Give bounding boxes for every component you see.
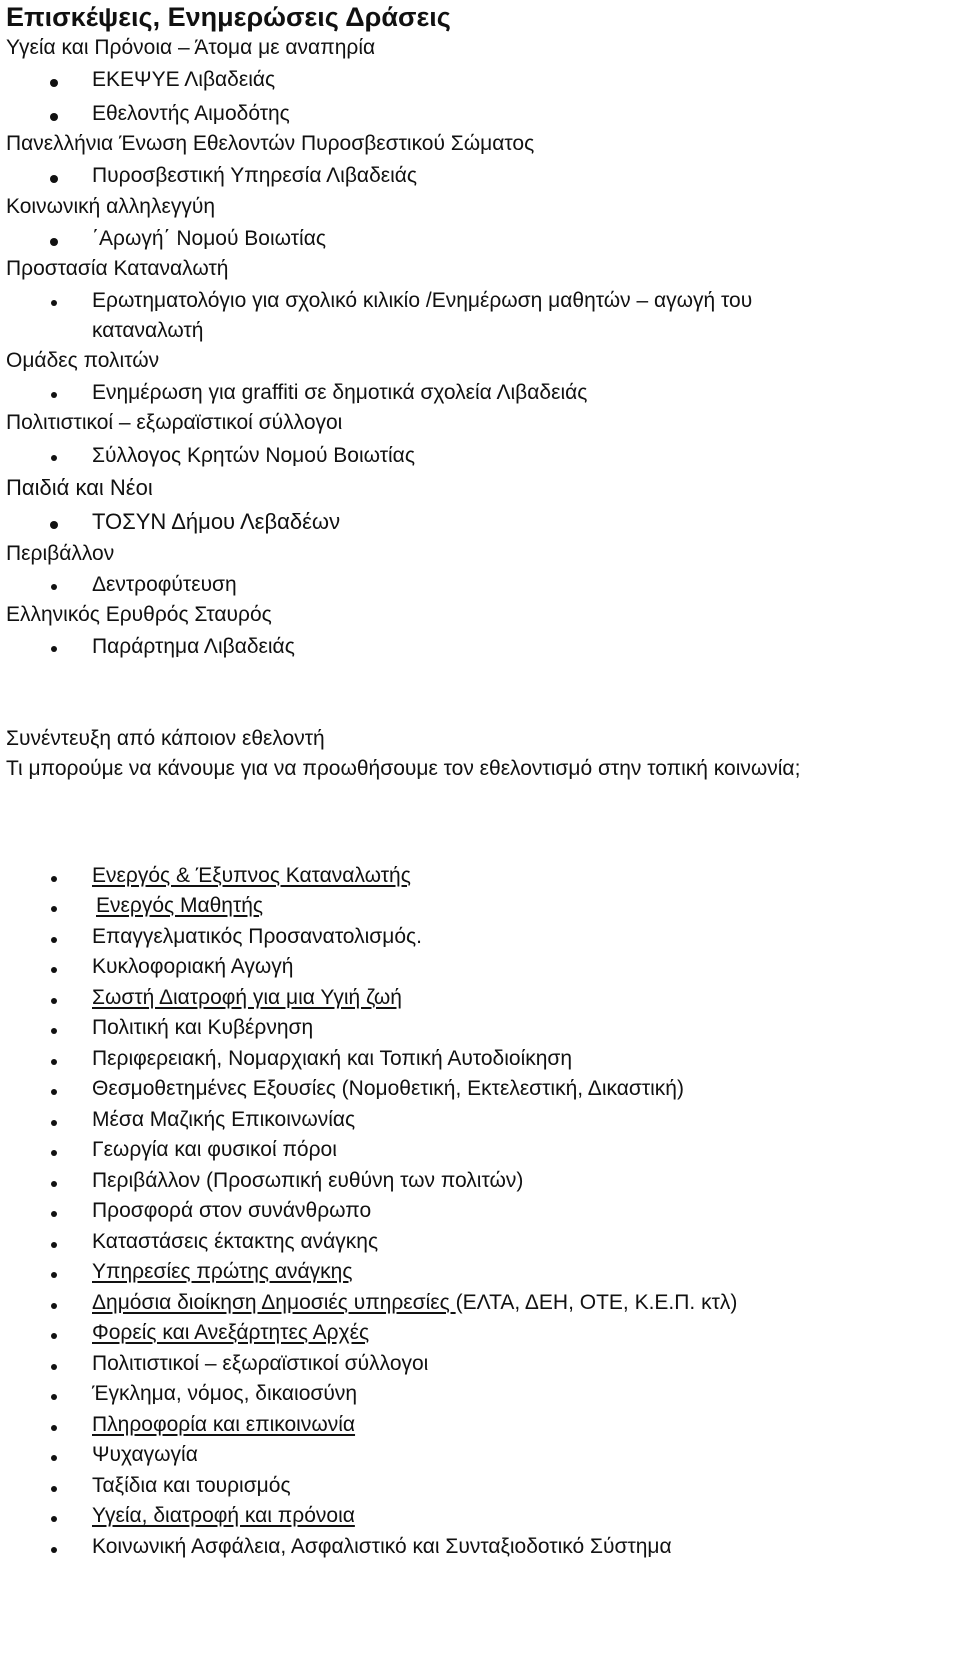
topic-item: Κυκλοφοριακή Αγωγή bbox=[92, 955, 294, 978]
bullet-icon bbox=[51, 1516, 57, 1522]
bullet-icon bbox=[51, 1089, 57, 1095]
bullet-icon bbox=[51, 1364, 57, 1370]
category-heading: Περιβάλλον bbox=[6, 542, 115, 565]
list-item: ΤΟΣΥΝ Δήμου Λεβαδέων bbox=[92, 509, 341, 534]
bullet-icon bbox=[51, 876, 57, 882]
bullet-icon bbox=[51, 300, 57, 306]
bullet-icon bbox=[51, 1120, 57, 1126]
interview-heading: Συνέντευξη από κάποιον εθελοντή bbox=[6, 727, 325, 750]
category-heading: Κοινωνική αλληλεγγύη bbox=[6, 195, 216, 218]
list-item-continuation: καταναλωτή bbox=[92, 319, 204, 342]
topic-link[interactable]: Φορείς και Ανεξάρτητες Αρχές bbox=[92, 1321, 370, 1344]
list-item: Ερωτηματολόγιο για σχολικό κιλικίο /Ενημέρωση μαθητών – αγωγή του bbox=[92, 289, 753, 312]
topic-link[interactable]: Υγεία, διατροφή και πρόνοια bbox=[92, 1504, 355, 1527]
category-heading: Προστασία Καταναλωτή bbox=[6, 257, 229, 280]
list-item: Πυροσβεστική Υπηρεσία Λιβαδειάς bbox=[92, 164, 418, 187]
bullet-icon bbox=[51, 1394, 57, 1400]
topic-item: Ψυχαγωγία bbox=[92, 1443, 198, 1466]
list-item: Παράρτημα Λιβαδειάς bbox=[92, 635, 295, 658]
topic-item: Μέσα Μαζικής Επικοινωνίας bbox=[92, 1108, 356, 1131]
list-item: Ενημέρωση για graffiti σε δημοτικά σχολεία Λιβαδειάς bbox=[92, 381, 588, 404]
category-heading: Ομάδες πολιτών bbox=[6, 349, 160, 372]
topic-link[interactable]: Πληροφορία και επικοινωνία bbox=[92, 1413, 356, 1436]
topic-link[interactable]: Υπηρεσίες πρώτης ανάγκης bbox=[92, 1260, 353, 1283]
topic-item: Περιβάλλον (Προσωπική ευθύνη των πολιτών) bbox=[92, 1169, 524, 1192]
category-heading: Πολιτιστικοί – εξωραϊστικοί σύλλογοι bbox=[6, 411, 343, 434]
topic-link[interactable]: Ενεργός & Έξυπνος Καταναλωτής bbox=[92, 864, 411, 887]
topic-link[interactable]: Ενεργός Μαθητής bbox=[96, 894, 264, 917]
topic-item: Επαγγελματικός Προσανατολισμός. bbox=[92, 925, 422, 948]
topic-item: Καταστάσεις έκτακτης ανάγκης bbox=[92, 1230, 379, 1253]
topic-item-suffix: (ΕΛΤΑ, ΔΕΗ, ΟΤΕ, Κ.Ε.Π. κτλ) bbox=[455, 1291, 738, 1314]
bullet-icon bbox=[51, 1455, 57, 1461]
bullet-icon bbox=[51, 1150, 57, 1156]
category-heading: Υγεία και Πρόνοια – Άτομα με αναπηρία bbox=[6, 36, 376, 59]
topic-item: Πολιτιστικοί – εξωραϊστικοί σύλλογοι bbox=[92, 1352, 429, 1375]
topic-item: Περιφερειακή, Νομαρχιακή και Τοπική Αυτοδιοίκηση bbox=[92, 1047, 573, 1070]
topic-item: Πολιτική και Κυβέρνηση bbox=[92, 1016, 314, 1039]
list-item: Δεντροφύτευση bbox=[92, 573, 237, 596]
bullet-icon bbox=[51, 1425, 57, 1431]
topic-item: Γεωργία και φυσικοί πόροι bbox=[92, 1138, 337, 1161]
topic-link[interactable]: Σωστή Διατροφή για μια Υγιή ζωή bbox=[92, 986, 402, 1009]
bullet-icon bbox=[51, 1181, 57, 1187]
topic-item: Ταξίδια και τουρισμός bbox=[92, 1474, 291, 1497]
bullet-icon bbox=[51, 1242, 57, 1248]
list-item: ΕΚΕΨΥΕ Λιβαδειάς bbox=[92, 68, 276, 91]
list-item: Εθελοντής Αιμοδότης bbox=[92, 102, 290, 125]
bullet-icon bbox=[51, 1059, 57, 1065]
interview-question: Τι μπορούμε να κάνουμε για να προωθήσουμε τον εθελοντισμό στην τοπική κοινωνία; bbox=[6, 757, 801, 780]
category-heading: Ελληνικός Ερυθρός Σταυρός bbox=[6, 603, 272, 626]
bullet-icon bbox=[51, 967, 57, 973]
bullet-icon bbox=[50, 238, 58, 246]
bullet-icon bbox=[51, 906, 57, 912]
category-heading: Πανελλήνια Ένωση Εθελοντών Πυροσβεστικού Σώματος bbox=[6, 132, 535, 155]
bullet-icon bbox=[51, 1211, 57, 1217]
topic-item: Έγκλημα, νόμος, δικαιοσύνη bbox=[92, 1382, 358, 1405]
bullet-icon bbox=[51, 1303, 57, 1309]
topic-link[interactable]: Δημόσια διοίκηση Δημοσιές υπηρεσίες bbox=[92, 1291, 456, 1314]
page-title: Επισκέψεις, Ενημερώσεις Δράσεις bbox=[6, 2, 451, 32]
bullet-icon bbox=[50, 79, 58, 87]
bullet-icon bbox=[51, 1547, 57, 1553]
topic-item-public-services bbox=[92, 1289, 737, 1317]
bullet-icon bbox=[51, 584, 57, 590]
bullet-icon bbox=[51, 392, 57, 398]
bullet-icon bbox=[51, 1272, 57, 1278]
bullet-icon bbox=[51, 998, 57, 1004]
list-item: Σύλλογος Κρητών Νομού Βοιωτίας bbox=[92, 444, 415, 467]
bullet-icon bbox=[50, 521, 58, 529]
topic-item: Προσφορά στον συνάνθρωπο bbox=[92, 1199, 372, 1222]
bullet-icon bbox=[51, 1333, 57, 1339]
bullet-icon bbox=[51, 1028, 57, 1034]
bullet-icon bbox=[50, 175, 58, 183]
topic-item: Θεσμοθετημένες Εξουσίες (Νομοθετική, Εκτελεστική, Δικαστική) bbox=[92, 1077, 684, 1100]
category-heading: Παιδιά και Νέοι bbox=[6, 475, 153, 500]
list-item: ΄Αρωγή΄ Νομού Βοιωτίας bbox=[92, 227, 326, 250]
bullet-icon bbox=[50, 113, 58, 121]
bullet-icon bbox=[51, 646, 57, 652]
bullet-icon bbox=[51, 937, 57, 943]
bullet-icon bbox=[51, 455, 57, 461]
bullet-icon bbox=[51, 1486, 57, 1492]
topic-item: Κοινωνική Ασφάλεια, Ασφαλιστικό και Συνταξιοδοτικό Σύστημα bbox=[92, 1535, 672, 1558]
